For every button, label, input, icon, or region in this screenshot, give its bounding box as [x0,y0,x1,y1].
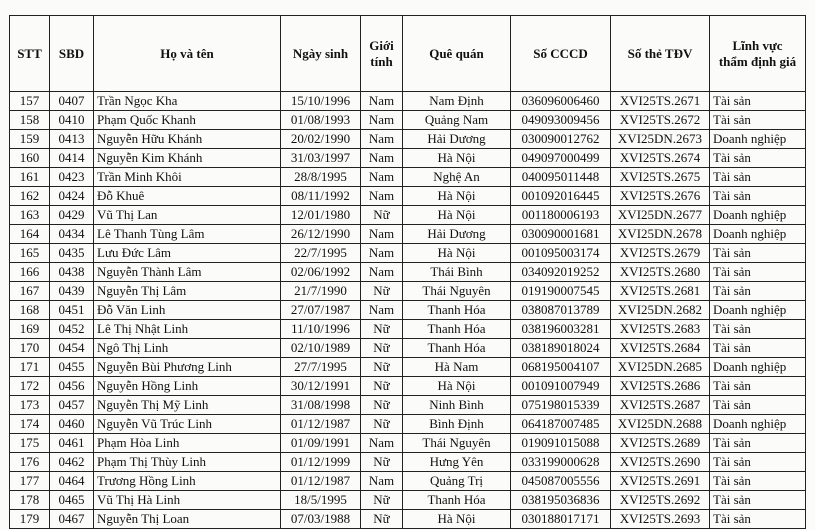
cell-gender: Nữ [361,491,403,510]
header-gender [361,16,403,92]
cell-name: Phạm Thị Thùy Linh [94,453,281,472]
cell-cccd: 001092016445 [511,187,611,206]
header-name: Họ và tên [94,16,281,92]
cell-cccd: 038196003281 [511,320,611,339]
cell-field: Tài sản [710,282,806,301]
cell-name: Lê Thanh Tùng Lâm [94,225,281,244]
cell-dob: 02/10/1989 [281,339,361,358]
cell-dob: 27/7/1995 [281,358,361,377]
table-row [10,377,806,396]
table-row [10,187,806,206]
cell-card: XVI25TS.2679 [611,244,710,263]
cell-sbd: 0429 [50,206,94,225]
cell-sbd: 0424 [50,187,94,206]
cell-hometown: Thanh Hóa [403,339,511,358]
cell-sbd: 0434 [50,225,94,244]
cell-card: XVI25TS.2693 [611,510,710,529]
cell-card: XVI25TS.2690 [611,453,710,472]
cell-gender: Nữ [361,282,403,301]
cell-cccd: 045087005556 [511,472,611,491]
cell-dob: 26/12/1990 [281,225,361,244]
cell-cccd: 075198015339 [511,396,611,415]
cell-cccd: 038189018024 [511,339,611,358]
cell-name: Đỗ Văn Linh [94,301,281,320]
cell-name: Nguyễn Vũ Trúc Linh [94,415,281,434]
cell-field: Tài sản [710,472,806,491]
cell-sbd: 0439 [50,282,94,301]
cell-name: Phạm Quốc Khanh [94,111,281,130]
cell-sbd: 0413 [50,130,94,149]
cell-dob: 01/12/1987 [281,415,361,434]
cell-field: Doanh nghiệp [710,206,806,225]
cell-card: XVI25TS.2691 [611,472,710,491]
cell-stt: 178 [10,491,50,510]
cell-hometown: Thái Bình [403,263,511,282]
cell-stt: 173 [10,396,50,415]
cell-name: Phạm Hòa Linh [94,434,281,453]
cell-hometown: Ninh Bình [403,396,511,415]
cell-cccd: 019091015088 [511,434,611,453]
table-row [10,472,806,491]
cell-stt: 158 [10,111,50,130]
header-stt: STT [10,16,50,92]
cell-field: Tài sản [710,244,806,263]
cell-stt: 162 [10,187,50,206]
cell-dob: 28/8/1995 [281,168,361,187]
cell-field: Tài sản [710,396,806,415]
cell-gender: Nam [361,111,403,130]
cell-hometown: Hải Dương [403,130,511,149]
table-row [10,358,806,377]
cell-sbd: 0460 [50,415,94,434]
cell-stt: 167 [10,282,50,301]
cell-dob: 11/10/1996 [281,320,361,339]
cell-stt: 176 [10,453,50,472]
table-row [10,206,806,225]
cell-stt: 174 [10,415,50,434]
cell-stt: 164 [10,225,50,244]
cell-sbd: 0457 [50,396,94,415]
cell-gender: Nam [361,187,403,206]
cell-gender: Nam [361,225,403,244]
cell-field: Tài sản [710,453,806,472]
table-header [10,16,806,92]
cell-name: Nguyễn Hữu Khánh [94,130,281,149]
table-row [10,130,806,149]
cell-cccd: 001091007949 [511,377,611,396]
table-row [10,434,806,453]
header-dob: Ngày sinh [281,16,361,92]
cell-field: Tài sản [710,320,806,339]
cell-card: XVI25DN.2688 [611,415,710,434]
cell-sbd: 0467 [50,510,94,529]
table-row [10,396,806,415]
cell-card: XVI25DN.2673 [611,130,710,149]
cell-name: Trần Minh Khôi [94,168,281,187]
cell-cccd: 036096006460 [511,92,611,111]
cell-stt: 163 [10,206,50,225]
cell-hometown: Hà Nội [403,244,511,263]
cell-card: XVI25TS.2683 [611,320,710,339]
cell-stt: 165 [10,244,50,263]
cell-card: XVI25TS.2675 [611,168,710,187]
cell-card: XVI25TS.2681 [611,282,710,301]
table-body [10,92,806,529]
cell-name: Lưu Đức Lâm [94,244,281,263]
cell-hometown: Quảng Nam [403,111,511,130]
cell-gender: Nữ [361,415,403,434]
table-row [10,111,806,130]
table-row [10,168,806,187]
cell-sbd: 0456 [50,377,94,396]
cell-sbd: 0407 [50,92,94,111]
cell-dob: 07/03/1988 [281,510,361,529]
cell-gender: Nam [361,301,403,320]
cell-cccd: 064187007485 [511,415,611,434]
cell-gender: Nữ [361,206,403,225]
table-row [10,453,806,472]
cell-cccd: 001180006193 [511,206,611,225]
cell-dob: 31/03/1997 [281,149,361,168]
cell-hometown: Hà Nội [403,377,511,396]
cell-field: Tài sản [710,491,806,510]
cell-name: Lê Thị Nhật Linh [94,320,281,339]
cell-card: XVI25TS.2684 [611,339,710,358]
header-sbd: SBD [50,16,94,92]
cell-hometown: Hà Nội [403,187,511,206]
cell-dob: 01/08/1993 [281,111,361,130]
cell-hometown: Quảng Trị [403,472,511,491]
cell-hometown: Thanh Hóa [403,491,511,510]
cell-name: Nguyễn Thị Loan [94,510,281,529]
cell-cccd: 030090001681 [511,225,611,244]
table-row [10,301,806,320]
cell-name: Nguyễn Kim Khánh [94,149,281,168]
cell-sbd: 0454 [50,339,94,358]
cell-name: Nguyễn Hồng Linh [94,377,281,396]
cell-name: Vũ Thị Hà Linh [94,491,281,510]
cell-dob: 27/07/1987 [281,301,361,320]
cell-hometown: Bình Định [403,415,511,434]
cell-stt: 177 [10,472,50,491]
cell-cccd: 038087013789 [511,301,611,320]
header-gender-line2: tính [370,53,393,69]
cell-cccd: 034092019252 [511,263,611,282]
cell-stt: 168 [10,301,50,320]
cell-gender: Nữ [361,339,403,358]
cell-name: Nguyễn Thành Lâm [94,263,281,282]
cell-hometown: Nam Định [403,92,511,111]
cell-cccd: 019190007545 [511,282,611,301]
cell-hometown: Thái Nguyên [403,434,511,453]
cell-gender: Nam [361,472,403,491]
cell-stt: 166 [10,263,50,282]
cell-stt: 171 [10,358,50,377]
cell-cccd: 038195036836 [511,491,611,510]
cell-field: Doanh nghiệp [710,130,806,149]
cell-sbd: 0410 [50,111,94,130]
cell-sbd: 0451 [50,301,94,320]
cell-gender: Nữ [361,320,403,339]
cell-name: Nguyễn Thị Mỹ Linh [94,396,281,415]
cell-gender: Nữ [361,358,403,377]
cell-gender: Nam [361,434,403,453]
cell-stt: 170 [10,339,50,358]
cell-field: Tài sản [710,187,806,206]
header-field [710,16,806,92]
cell-hometown: Thái Nguyên [403,282,511,301]
cell-cccd: 049093009456 [511,111,611,130]
cell-name: Trương Hồng Linh [94,472,281,491]
cell-field: Doanh nghiệp [710,225,806,244]
cell-name: Ngô Thị Linh [94,339,281,358]
cell-sbd: 0464 [50,472,94,491]
cell-cccd: 001095003174 [511,244,611,263]
cell-dob: 01/12/1999 [281,453,361,472]
cell-name: Vũ Thị Lan [94,206,281,225]
cell-stt: 161 [10,168,50,187]
cell-cccd: 040095011448 [511,168,611,187]
cell-cccd: 049097000499 [511,149,611,168]
cell-dob: 20/02/1990 [281,130,361,149]
cell-dob: 08/11/1992 [281,187,361,206]
header-gender-line1: Giới [369,37,394,53]
cell-card: XVI25TS.2692 [611,491,710,510]
cell-gender: Nam [361,244,403,263]
cell-card: XVI25TS.2676 [611,187,710,206]
cell-sbd: 0452 [50,320,94,339]
cell-card: XVI25DN.2685 [611,358,710,377]
cell-sbd: 0455 [50,358,94,377]
cell-sbd: 0465 [50,491,94,510]
cell-hometown: Hà Nội [403,149,511,168]
header-row [10,16,806,92]
cell-card: XVI25TS.2687 [611,396,710,415]
cell-gender: Nam [361,149,403,168]
cell-field: Tài sản [710,149,806,168]
cell-hometown: Hà Nội [403,510,511,529]
header-field-line2: thẩm định giá [718,53,797,69]
table-row [10,263,806,282]
cell-hometown: Hà Nội [403,206,511,225]
cell-dob: 22/7/1995 [281,244,361,263]
cell-card: XVI25DN.2678 [611,225,710,244]
cell-field: Tài sản [710,168,806,187]
candidate-table [9,15,806,529]
cell-field: Tài sản [710,339,806,358]
cell-field: Tài sản [710,111,806,130]
cell-sbd: 0435 [50,244,94,263]
cell-gender: Nam [361,130,403,149]
cell-stt: 179 [10,510,50,529]
table-row [10,149,806,168]
cell-card: XVI25DN.2677 [611,206,710,225]
cell-field: Doanh nghiệp [710,358,806,377]
cell-field: Doanh nghiệp [710,415,806,434]
cell-dob: 31/08/1998 [281,396,361,415]
cell-card: XVI25TS.2680 [611,263,710,282]
cell-gender: Nữ [361,510,403,529]
cell-card: XVI25TS.2689 [611,434,710,453]
cell-cccd: 030188017171 [511,510,611,529]
cell-dob: 21/7/1990 [281,282,361,301]
cell-cccd: 033199000628 [511,453,611,472]
cell-hometown: Hà Nam [403,358,511,377]
header-cccd: Số CCCD [511,16,611,92]
cell-sbd: 0462 [50,453,94,472]
cell-dob: 15/10/1996 [281,92,361,111]
cell-card: XVI25TS.2674 [611,149,710,168]
header-field-line1: Lĩnh vực [732,37,783,53]
table-row [10,92,806,111]
table-row [10,415,806,434]
cell-dob: 12/01/1980 [281,206,361,225]
table-row [10,282,806,301]
cell-hometown: Hưng Yên [403,453,511,472]
cell-sbd: 0414 [50,149,94,168]
cell-gender: Nam [361,263,403,282]
cell-field: Tài sản [710,92,806,111]
cell-cccd: 068195004107 [511,358,611,377]
cell-stt: 175 [10,434,50,453]
table-row [10,491,806,510]
cell-stt: 172 [10,377,50,396]
table-row [10,339,806,358]
cell-dob: 30/12/1991 [281,377,361,396]
header-hometown: Quê quán [403,16,511,92]
cell-cccd: 030090012762 [511,130,611,149]
cell-field: Doanh nghiệp [710,301,806,320]
cell-name: Trần Ngọc Kha [94,92,281,111]
cell-hometown: Hải Dương [403,225,511,244]
cell-dob: 01/09/1991 [281,434,361,453]
cell-hometown: Thanh Hóa [403,320,511,339]
cell-gender: Nữ [361,453,403,472]
cell-name: Nguyễn Bùi Phương Linh [94,358,281,377]
cell-dob: 18/5/1995 [281,491,361,510]
cell-dob: 01/12/1987 [281,472,361,491]
cell-hometown: Nghệ An [403,168,511,187]
cell-field: Tài sản [710,510,806,529]
cell-gender: Nam [361,92,403,111]
cell-sbd: 0438 [50,263,94,282]
cell-sbd: 0423 [50,168,94,187]
cell-field: Tài sản [710,434,806,453]
cell-gender: Nam [361,168,403,187]
cell-stt: 160 [10,149,50,168]
cell-card: XVI25TS.2672 [611,111,710,130]
cell-stt: 159 [10,130,50,149]
table-row [10,510,806,529]
cell-sbd: 0461 [50,434,94,453]
cell-card: XVI25DN.2682 [611,301,710,320]
table-row [10,225,806,244]
cell-field: Tài sản [710,263,806,282]
cell-card: XVI25TS.2686 [611,377,710,396]
cell-gender: Nữ [361,377,403,396]
cell-name: Nguyễn Thị Lâm [94,282,281,301]
cell-gender: Nữ [361,396,403,415]
cell-stt: 157 [10,92,50,111]
cell-card: XVI25TS.2671 [611,92,710,111]
table-row [10,244,806,263]
cell-stt: 169 [10,320,50,339]
cell-dob: 02/06/1992 [281,263,361,282]
table-row [10,320,806,339]
cell-hometown: Thanh Hóa [403,301,511,320]
cell-name: Đỗ Khuê [94,187,281,206]
cell-field: Tài sản [710,377,806,396]
header-card: Số thẻ TĐV [611,16,710,92]
